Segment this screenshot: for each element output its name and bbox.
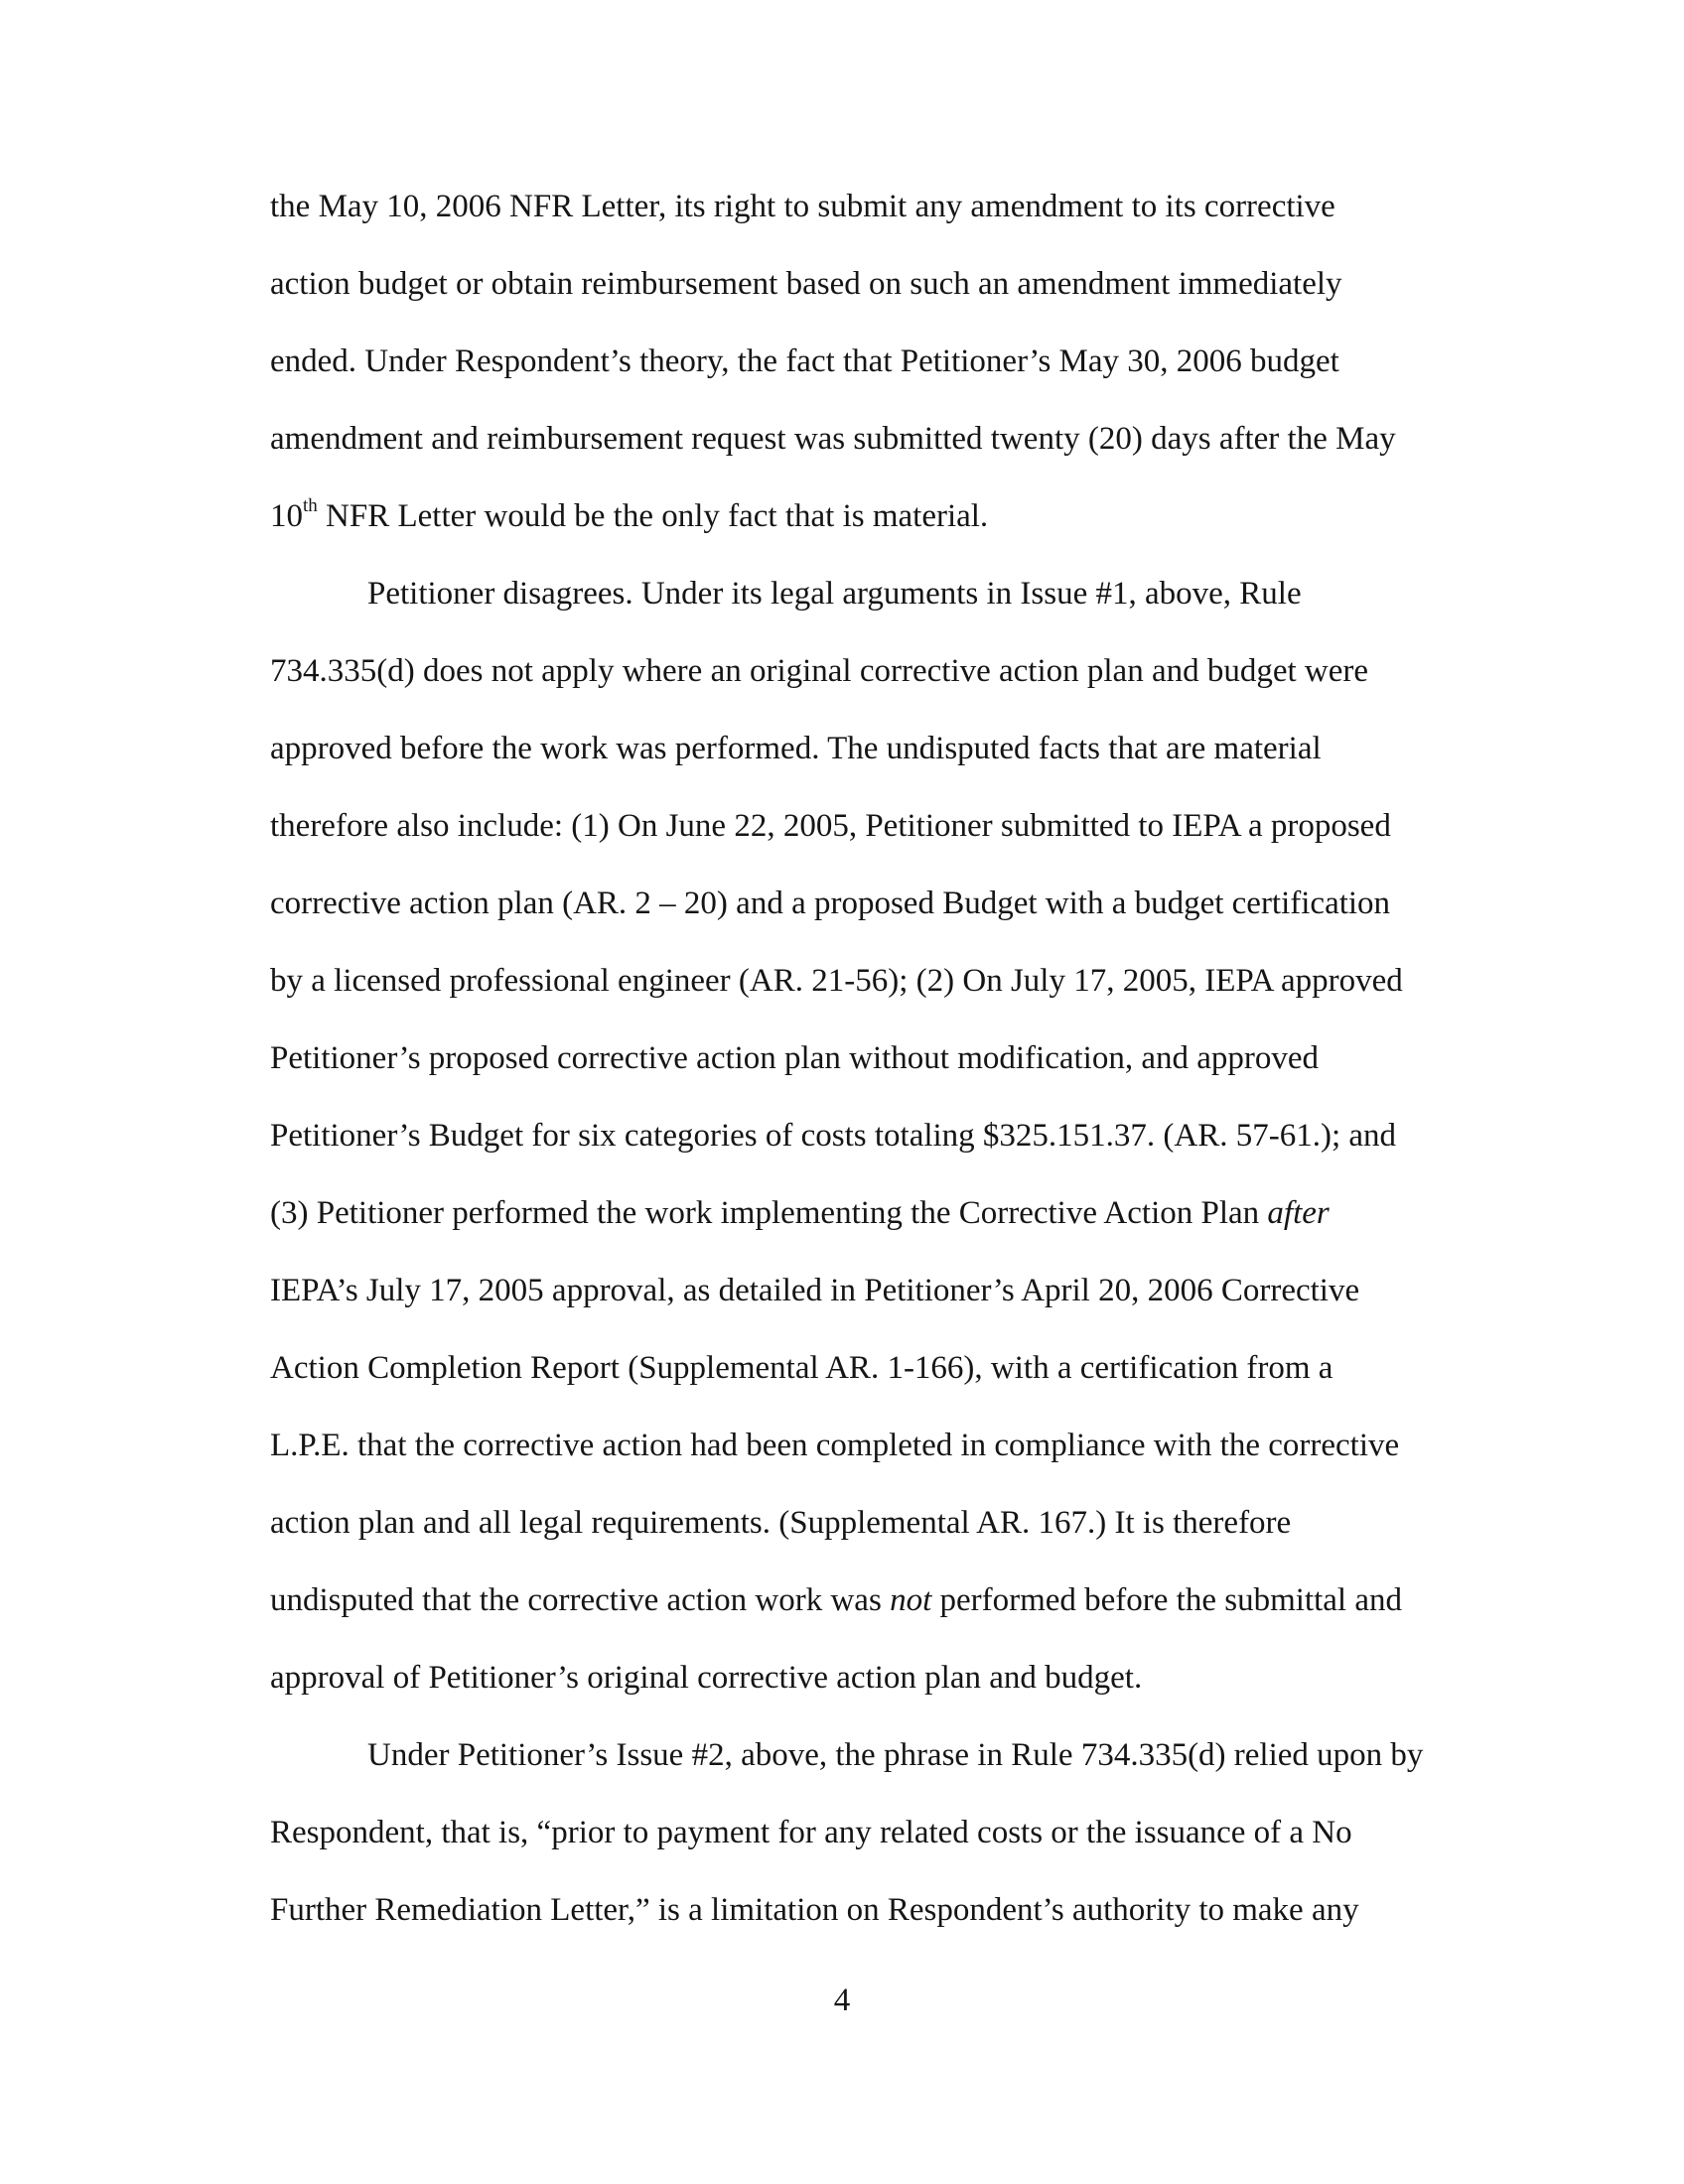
body-line-7: 734.335(d) does not apply where an original corrective action plan and budget were [270,653,1369,689]
body-line-15: IEPA’s July 17, 2005 approval, as detailed in Petitioner’s April 20, 2006 Corrective [270,1273,1360,1308]
body-line-23: Further Remediation Letter,” is a limitation on Respondent’s authority to make any [270,1892,1359,1928]
body-line-11: by a licensed professional engineer (AR. 21-56); (2) On July 17, 2005, IEPA approved [270,963,1403,999]
body-line-4: amendment and reimbursement request was submitted twenty (20) days after the May [270,421,1396,457]
body-line-9: therefore also include: (1) On June 22, 2005, Petitioner submitted to IEPA a proposed [270,808,1391,844]
body-line-5: 10th NFR Letter would be the only fact that is material. [270,495,989,534]
body-line-1: the May 10, 2006 NFR Letter, its right to submit any amendment to its corrective [270,189,1335,224]
body-line-3: ended. Under Respondent’s theory, the fact that Petitioner’s May 30, 2006 budget [270,343,1339,379]
body-line-12: Petitioner’s proposed corrective action plan without modification, and approved [270,1040,1320,1076]
body-line-18: action plan and all legal requirements. (Supplemental AR. 167.) It is therefore [270,1505,1292,1541]
body-line-6: Petitioner disagrees. Under its legal arguments in Issue #1, above, Rule [367,576,1302,612]
body-line-8: approved before the work was performed. The undisputed facts that are material [270,731,1322,766]
body-line-2: action budget or obtain reimbursement based on such an amendment immediately [270,266,1342,302]
body-line-14: (3) Petitioner performed the work implementing the Corrective Action Plan after [270,1195,1330,1231]
ordinal-suffix: th [303,495,318,516]
body-line-20: approval of Petitioner’s original corrective action plan and budget. [270,1660,1143,1696]
emphasis-after: after [1267,1195,1330,1231]
body-line-10: corrective action plan (AR. 2 – 20) and a proposed Budget with a budget certification [270,886,1391,921]
body-line-17: L.P.E. that the corrective action had been completed in compliance with the corrective [270,1428,1400,1463]
body-line-13: Petitioner’s Budget for six categories of costs totaling $325.151.37. (AR. 57-61.); and [270,1118,1397,1154]
body-line-19: undisputed that the corrective action work was not performed before the submittal and [270,1582,1402,1618]
body-line-16: Action Completion Report (Supplemental AR. 1-166), with a certification from a [270,1350,1333,1386]
body-line-21: Under Petitioner’s Issue #2, above, the phrase in Rule 734.335(d) relied upon by [367,1737,1424,1773]
emphasis-not: not [890,1582,932,1618]
body-line-22: Respondent, that is, “prior to payment for any related costs or the issuance of a No [270,1815,1352,1850]
page-number: 4 [833,1982,851,2018]
